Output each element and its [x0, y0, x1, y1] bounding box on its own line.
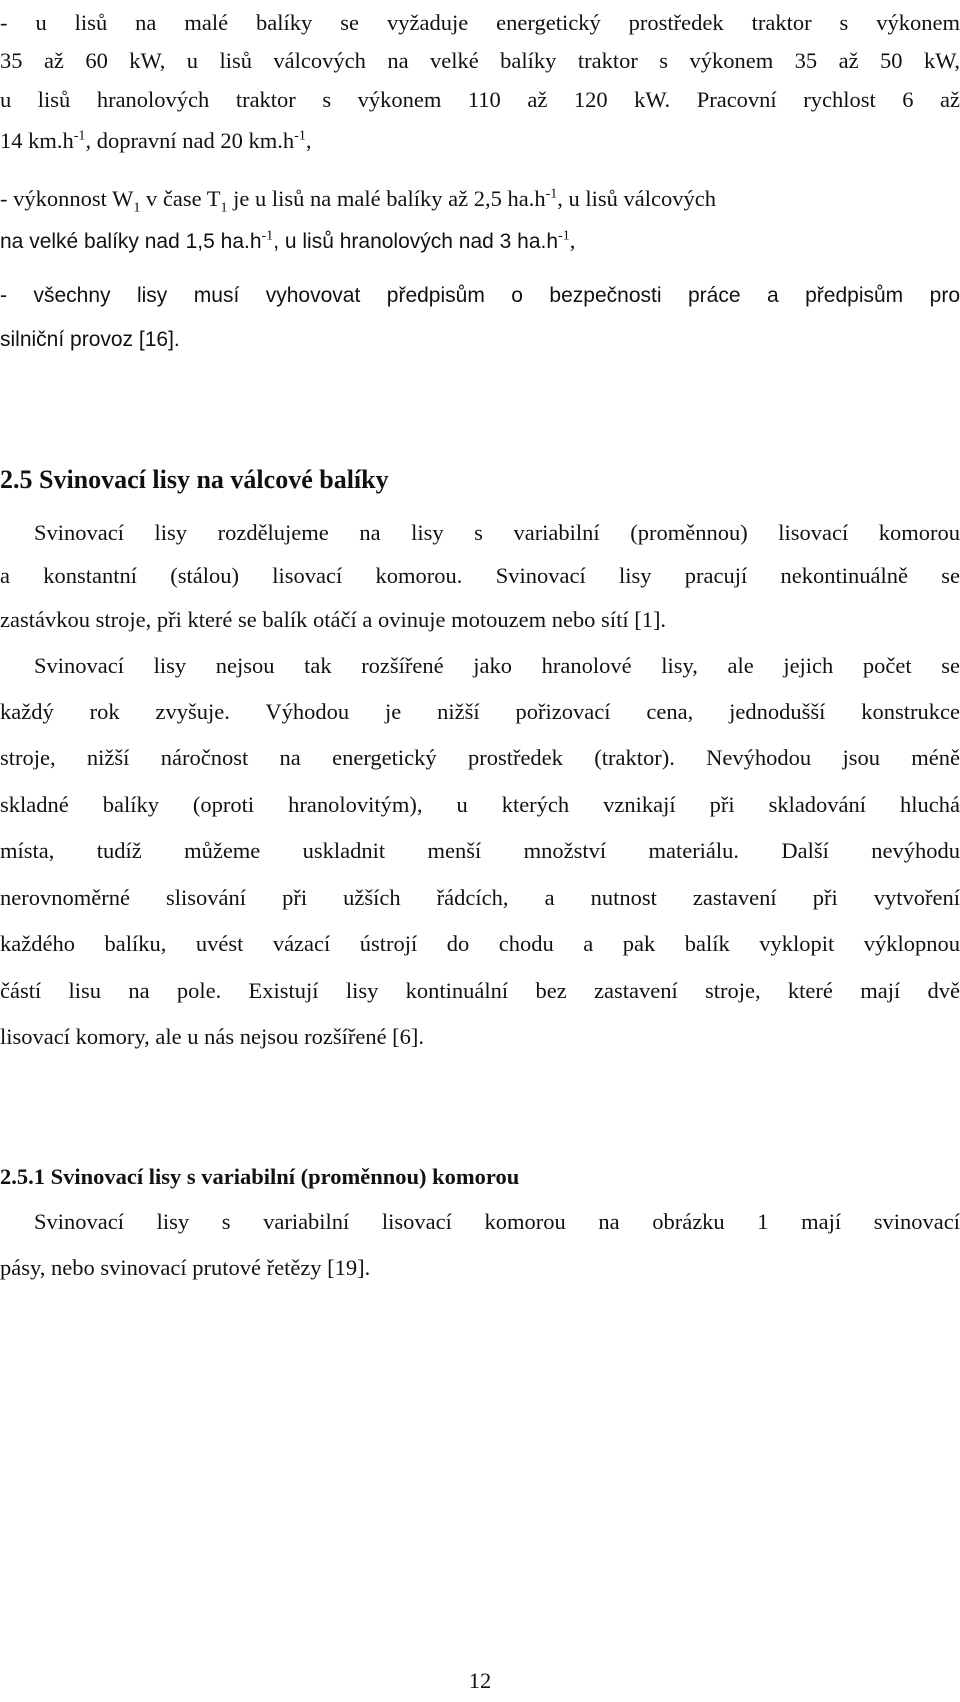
list-line-8: [0, 324, 960, 355]
text-span: skladné balíky (oproti hranolovitým), u kterých vznikají při skladování hluchá: [0, 792, 960, 817]
superscript: -1: [261, 228, 274, 244]
text-span: , u lisů hranolových nad 3 ha.h: [273, 230, 559, 253]
text-span: ,: [305, 128, 312, 153]
paragraph-line: [0, 1022, 960, 1052]
paragraph-line: [0, 697, 960, 727]
subscript: 1: [220, 200, 228, 216]
text-span: každý rok zvyšuje. Výhodou je nižší pořizovací cena, jednodušší konstrukce: [0, 699, 960, 724]
text-span: - výkonnost W: [0, 186, 134, 211]
text-span: částí lisu na pole. Existují lisy kontinuální bez zastavení stroje, které mají dvě: [0, 978, 960, 1003]
text-span: Svinovací lisy nejsou tak rozšířené jako hranolové lisy, ale jejich počet se: [34, 653, 960, 678]
paragraph-line: [0, 883, 960, 913]
section-heading: 2.5 Svinovací lisy na válcové balíky: [0, 465, 389, 494]
text-span: 14 km.h: [0, 128, 74, 153]
superscript: -1: [545, 186, 558, 202]
text-span: v čase T: [140, 186, 221, 211]
text-span: Svinovací lisy s variabilní lisovací komorou na obrázku 1 mají svinovací: [34, 1209, 960, 1234]
text-span: silniční provoz [16].: [0, 328, 180, 351]
paragraph-line: [0, 976, 960, 1006]
text-span: nerovnoměrné slisování při užších řádcích, a nutnost zastavení při vytvoření: [0, 885, 960, 910]
text-span: 35 až 60 kW, u lisů válcových na velké balíky traktor s výkonem 35 až 50 kW,: [0, 48, 960, 73]
list-line-6: [0, 226, 960, 257]
text-span: pásy, nebo svinovací prutové řetězy [19].: [0, 1255, 371, 1280]
text-span: - u lisů na malé balíky se vyžaduje energetický prostředek traktor s výkonem: [0, 10, 960, 35]
list-line-5: [0, 184, 960, 214]
text-span: zastávkou stroje, při které se balík otáčí a ovinuje motouzem nebo sítí [1].: [0, 607, 667, 632]
subsection-heading: 2.5.1 Svinovací lisy s variabilní (proměnnou) komorou: [0, 1164, 520, 1189]
subscript: 1: [133, 200, 141, 216]
paragraph-line: [0, 929, 960, 959]
text-span: na velké balíky nad 1,5 ha.h: [0, 230, 262, 253]
paragraph-line: [0, 836, 960, 866]
text-span: - všechny lisy musí vyhovovat předpisům o bezpečnosti práce a předpisům pro: [0, 284, 960, 307]
list-line-1: [0, 8, 960, 38]
superscript: -1: [73, 128, 86, 144]
paragraph-line: [0, 651, 960, 681]
text-span: a konstantní (stálou) lisovací komorou. Svinovací lisy pracují nekontinuálně se: [0, 563, 960, 588]
paragraph-line: [0, 605, 960, 635]
text-span: Svinovací lisy rozdělujeme na lisy s variabilní (proměnnou) lisovací komorou: [34, 520, 960, 545]
list-line-2: [0, 46, 960, 76]
list-line-4: [0, 126, 960, 156]
text-span: je u lisů na malé balíky až 2,5 ha.h: [227, 186, 546, 211]
text-span: stroje, nižší náročnost na energetický prostředek (traktor). Nevýhodou jsou méně: [0, 745, 960, 770]
text-span: , dopravní nad 20 km.h: [85, 128, 295, 153]
text-span: , u lisů válcových: [557, 186, 716, 211]
text-span: u lisů hranolových traktor s výkonem 110 až 120 kW. Pracovní rychlost 6 až: [0, 87, 960, 112]
paragraph-line: [0, 790, 960, 820]
text-span: místa, tudíž můžeme uskladnit menší množství materiálu. Další nevýhodu: [0, 838, 960, 863]
text-span: každého balíku, uvést vázací ústrojí do chodu a pak balík vyklopit výklopnou: [0, 931, 960, 956]
text-span: lisovací komory, ale u nás nejsou rozšířené [6].: [0, 1024, 425, 1049]
paragraph-line: [0, 743, 960, 773]
paragraph-line: [0, 1207, 960, 1237]
paragraph-line: [0, 518, 960, 548]
list-line-3: [0, 85, 960, 115]
superscript: -1: [294, 128, 306, 144]
text-span: ,: [569, 228, 576, 253]
paragraph-line: [0, 1253, 960, 1283]
superscript: -1: [558, 228, 570, 244]
paragraph-line: [0, 561, 960, 591]
list-line-7: [0, 280, 960, 311]
page-number: 12: [468, 1668, 492, 1693]
